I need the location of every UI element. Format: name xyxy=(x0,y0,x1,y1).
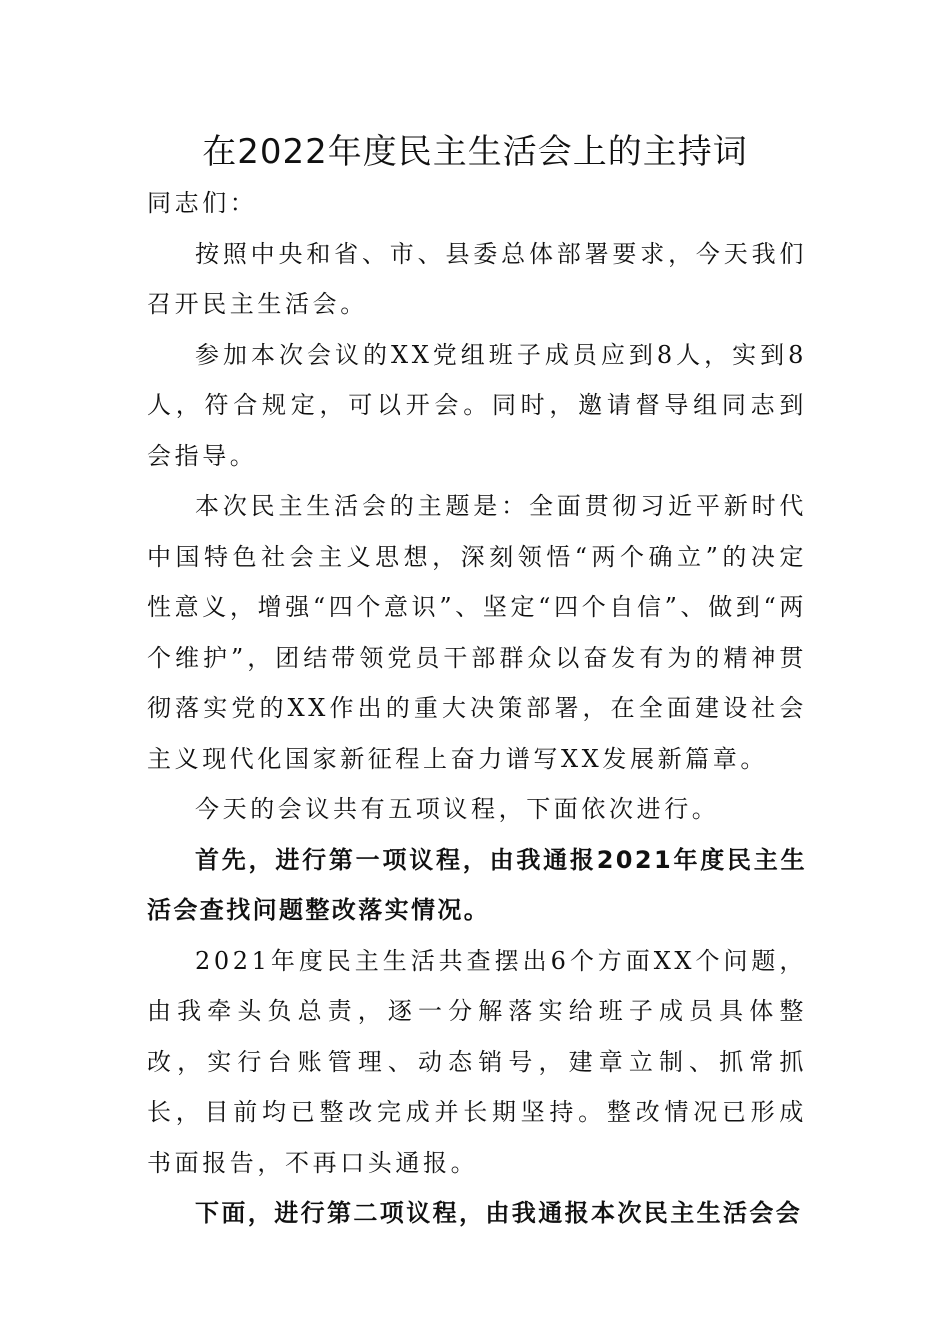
salutation: 同志们： xyxy=(147,189,258,217)
document-body xyxy=(147,178,807,1239)
paragraph-intro: 按照中央和省、市、县委总体部署要求，今天我们召开民主生活会。 xyxy=(147,239,807,318)
paragraph-attendance: 参加本次会议的XX党组班子成员应到8人，实到8人，符合规定，可以开会。同时，邀请督导组同志到会指导。 xyxy=(147,340,807,470)
agenda-item-2-heading: 下面，进行第二项议程，由我通报本次民主生活会会 xyxy=(195,1199,803,1227)
document-title: 在2022年度民主生活会上的主持词 xyxy=(202,132,748,172)
paragraph-theme: 本次民主生活会的主题是：全面贯彻习近平新时代中国特色社会主义思想，深刻领悟“两个确立”的决定性意义，增强“四个意识”、坚定“四个自信”、做到“两个维护”，团结带领党员干部群众以奋发有为的精神贯彻落实党的XX作出的重大决策部署，在全面建设社会主义现代化国家新征程上奋力谱写XX发展新篇章。 xyxy=(147,492,807,773)
agenda-item-1-heading: 首先，进行第一项议程，由我通报2021年度民主生活会查找问题整改落实情况。 xyxy=(147,845,807,924)
paragraph-agenda: 今天的会议共有五项议程，下面依次进行。 xyxy=(195,795,720,823)
paragraph-rectification: 2021年度民主生活共查摆出6个方面XX个问题，由我牵头负总责，逐一分解落实给班子成员具体整改，实行台账管理、动态销号，建章立制、抓常抓长，目前均已整改完成并长期坚持。整改情况已形成书面报告，不再口头通报。 xyxy=(147,946,807,1177)
